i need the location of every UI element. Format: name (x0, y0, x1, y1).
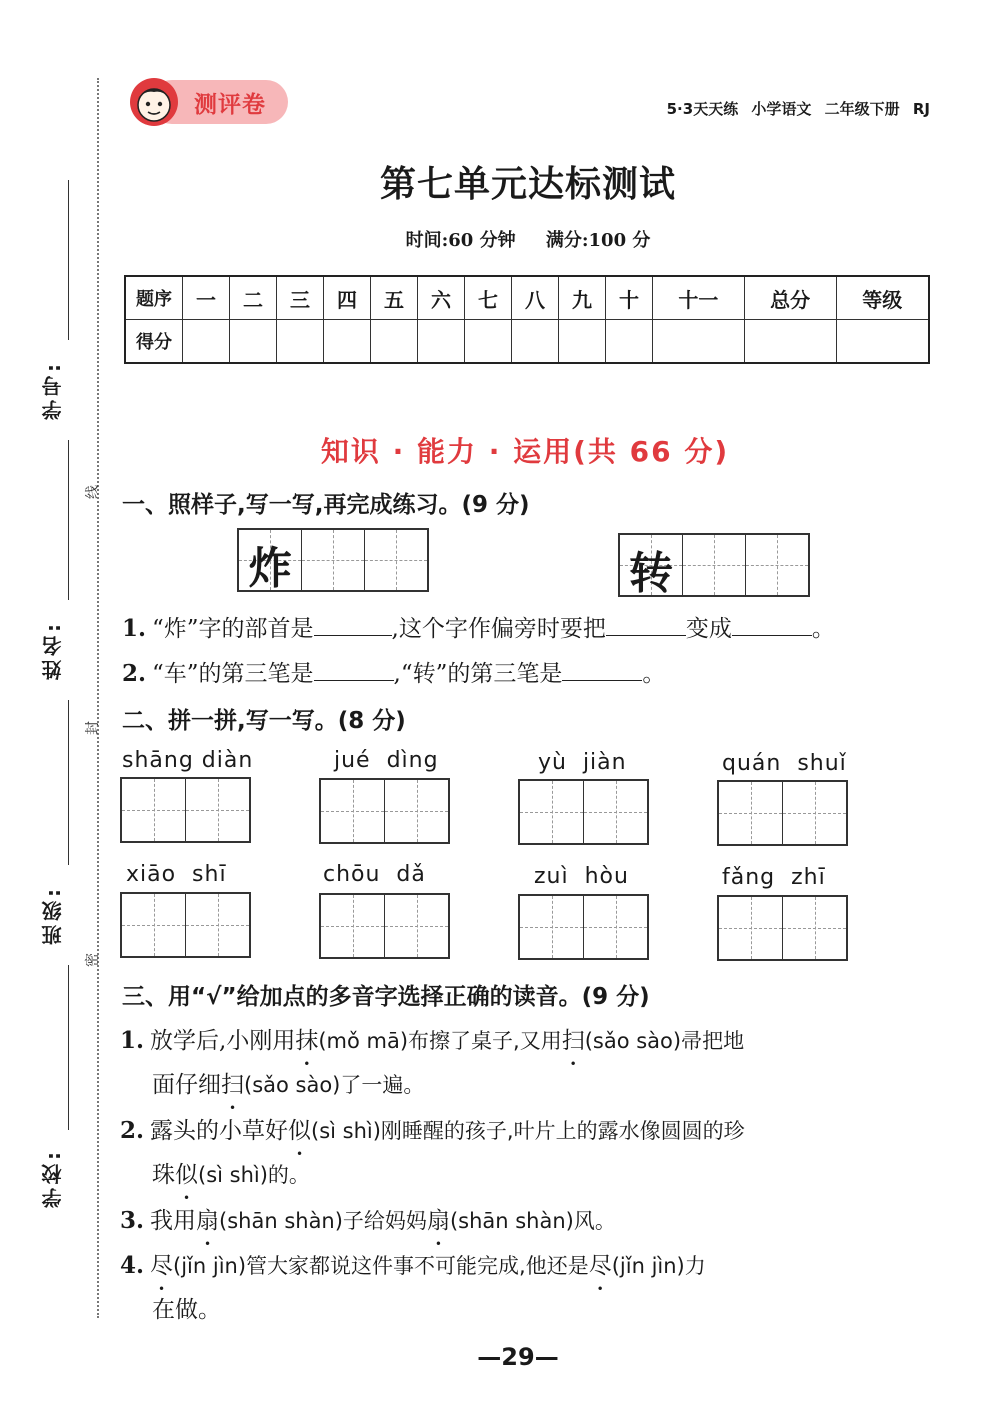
grid-cell[interactable] (583, 781, 647, 843)
score-cell[interactable] (836, 320, 929, 364)
grid-cell[interactable] (782, 897, 846, 959)
answer-blank[interactable] (314, 615, 392, 636)
score-row-label: 得分 (125, 320, 183, 364)
item-number: 1. (120, 1027, 145, 1054)
score-table (124, 275, 930, 364)
q3-heading: 三、用“√”给加点的多音字选择正确的读音。(9 分) (122, 984, 650, 1010)
page-number: —29— (477, 1343, 559, 1371)
grid-cell[interactable] (321, 895, 384, 957)
q3-choice-text[interactable]: (mǒ mā)布擦了桌子,又用 (318, 1029, 562, 1053)
q3-text: 在做。 (152, 1297, 221, 1323)
grid-cell[interactable] (719, 782, 782, 844)
q1-item-2 (122, 655, 665, 688)
grid-cell[interactable] (321, 780, 384, 842)
q1-item-1 (122, 610, 835, 643)
item-number: 2. (122, 660, 147, 687)
q3-text: 珠 (152, 1162, 175, 1188)
q2-heading: 二、拼一拼,写一写。(8 分) (122, 708, 406, 734)
q1-item1-text-d: 。 (811, 616, 835, 642)
q3-choice-text[interactable]: (sì shì)刚睡醒的孩子,叶片上的露水像圆圆的珍 (311, 1119, 745, 1143)
grid-cell[interactable] (520, 781, 583, 843)
q3-choice-text[interactable]: (jǐn jìn)管大家都说这件事不可能完成,他还是 (173, 1254, 589, 1278)
polyphone-char: 似 (288, 1118, 312, 1144)
pinyin-5: xiāo shī (126, 862, 227, 887)
grid-cell[interactable] (301, 530, 364, 590)
pinyin-6: chōu dǎ (323, 862, 426, 887)
time-limit: 时间:60 分钟 (405, 230, 516, 251)
score-table-header-row (125, 276, 929, 320)
score-table-score-row (125, 320, 929, 364)
score-col-total: 总分 (744, 276, 836, 320)
answer-blank[interactable] (562, 660, 642, 681)
q3-text: 露头的小草好 (150, 1118, 289, 1144)
q3-item-4-line-2 (152, 1291, 221, 1324)
score-cell[interactable] (324, 320, 371, 364)
grid-cell[interactable] (185, 894, 249, 956)
score-col-grade: 等级 (836, 276, 929, 320)
q3-choice-text[interactable]: (shān shàn)风。 (449, 1209, 616, 1233)
polyphone-char: 尽 (588, 1253, 612, 1279)
q1-heading: 一、照样子,写一写,再完成练习。(9 分) (122, 492, 530, 518)
example-char-zha: 炸 (248, 543, 292, 594)
score-col-7: 七 (465, 276, 512, 320)
score-col-10: 十 (606, 276, 653, 320)
polyphone-char: 扫 (561, 1028, 585, 1054)
binding-dotted-line (97, 78, 99, 1318)
side-field-school: 学校: (41, 1148, 65, 1208)
score-cell[interactable] (559, 320, 606, 364)
grid-cell[interactable] (520, 896, 583, 958)
badge-label: 测评卷 (194, 92, 266, 118)
grid-cell[interactable] (384, 780, 448, 842)
grid-cell[interactable] (122, 779, 185, 841)
pinyin-8: fǎng zhī (722, 865, 826, 890)
score-cell[interactable] (606, 320, 653, 364)
grid-cell[interactable] (719, 897, 782, 959)
side-line-school[interactable] (68, 965, 69, 1130)
grid-cell[interactable] (682, 535, 745, 595)
score-cell[interactable] (277, 320, 324, 364)
score-col-2: 二 (230, 276, 277, 320)
answer-blank[interactable] (732, 615, 812, 636)
pinyin-1: shāng diàn (122, 748, 254, 773)
score-cell[interactable] (744, 320, 836, 364)
score-cell[interactable] (653, 320, 745, 364)
answer-grid-2 (319, 778, 450, 844)
answer-grid-1 (120, 777, 251, 843)
score-cell[interactable] (512, 320, 559, 364)
score-col-4: 四 (324, 276, 371, 320)
grid-cell[interactable] (782, 782, 846, 844)
score-col-8: 八 (512, 276, 559, 320)
item-number: 1. (122, 615, 147, 642)
q3-choice-text[interactable]: (sǎo sào)了一遍。 (244, 1073, 425, 1097)
grid-cell[interactable] (364, 530, 427, 590)
q3-item-3 (120, 1202, 616, 1235)
score-col-11: 十一 (653, 276, 745, 320)
side-line-class[interactable] (68, 700, 69, 865)
polyphone-char: 扇 (196, 1208, 220, 1234)
polyphone-char: 扇 (426, 1208, 450, 1234)
answer-grid-3 (518, 779, 649, 845)
q3-choice-text[interactable]: (jǐn jìn)力 (611, 1254, 706, 1278)
q3-item-1-line-1 (120, 1022, 744, 1055)
grid-cell[interactable] (583, 896, 647, 958)
answer-grid-8 (717, 895, 848, 961)
binding-word-mi: 密 (85, 953, 101, 967)
q3-text: 放学后,小刚用 (150, 1028, 296, 1054)
cartoon-face-icon (128, 76, 180, 128)
side-field-class: 班级: (41, 885, 65, 945)
q3-item-1-line-2 (152, 1066, 424, 1099)
polyphone-char: 扫 (221, 1072, 244, 1098)
page-title: 第七单元达标测试 (379, 163, 676, 205)
test-meta (0, 226, 1000, 252)
answer-grid-7 (518, 894, 649, 960)
polyphone-char: 似 (175, 1162, 198, 1188)
polyphone-char: 尽 (150, 1253, 174, 1279)
q1-item1-text-c: 变成 (685, 616, 732, 642)
answer-grid-5 (120, 892, 251, 958)
test-badge (128, 76, 288, 128)
answer-grid-6 (319, 893, 450, 959)
score-col-3: 三 (277, 276, 324, 320)
score-cell[interactable] (465, 320, 512, 364)
answer-blank[interactable] (606, 615, 686, 636)
score-col-1: 一 (183, 276, 230, 320)
q3-choice-text[interactable]: (sì shì)的。 (198, 1163, 310, 1187)
q1-item2-text-a: “车”的第三笔是 (152, 661, 314, 687)
score-col-9: 九 (559, 276, 606, 320)
score-cell[interactable] (230, 320, 277, 364)
grid-cell[interactable] (384, 895, 448, 957)
q3-choice-text[interactable]: (shān shàn)子给妈妈 (219, 1209, 427, 1233)
score-table-row-label: 题序 (125, 276, 183, 320)
section-banner: 知识 · 能力 · 运用(共 66 分) (320, 435, 730, 468)
q3-item-4-line-1 (120, 1247, 706, 1280)
binding-word-xian: 线 (85, 485, 101, 499)
score-col-5: 五 (371, 276, 418, 320)
answer-grid-4 (717, 780, 848, 846)
q1-item1-text-a: “炸”字的部首是 (152, 616, 314, 642)
side-field-student-id: 学号: (41, 360, 65, 420)
series-info: 5·3天天练 小学语文 二年级下册 RJ (666, 100, 930, 118)
pinyin-2: jué dìng (334, 748, 439, 773)
side-field-name: 姓名: (41, 620, 65, 680)
item-number: 2. (120, 1117, 145, 1144)
grid-cell (620, 535, 682, 599)
grid-cell[interactable] (745, 535, 808, 595)
binding-word-feng: 封 (85, 721, 101, 735)
score-cell[interactable] (371, 320, 418, 364)
q3-item-2-line-2 (152, 1156, 310, 1189)
grid-cell (239, 530, 301, 594)
example-grid-zhuan (618, 533, 810, 597)
grid-cell[interactable] (185, 779, 249, 841)
q1-item2-text-b: ,“转”的第三笔是 (393, 661, 563, 687)
q3-text: 面仔细 (152, 1072, 221, 1098)
q1-item2-text-c: 。 (642, 661, 666, 687)
example-grid-zha (237, 528, 429, 592)
q1-item1-text-b: ,这个字作偏旁时要把 (391, 616, 606, 642)
item-number: 3. (120, 1207, 145, 1234)
answer-blank[interactable] (314, 660, 394, 681)
item-number: 4. (120, 1252, 145, 1279)
polyphone-char: 抹 (295, 1028, 319, 1054)
q3-text: 我用 (150, 1208, 197, 1234)
q3-item-2-line-1 (120, 1112, 745, 1145)
example-char-zhuan: 转 (629, 548, 673, 599)
pinyin-4: quán shuǐ (722, 751, 847, 776)
pinyin-7: zuì hòu (534, 864, 629, 889)
grid-cell[interactable] (122, 894, 185, 956)
full-score: 满分:100 分 (545, 230, 651, 251)
score-cell[interactable] (183, 320, 230, 364)
score-col-6: 六 (418, 276, 465, 320)
q3-choice-text[interactable]: (sǎo sào)帚把地 (584, 1029, 745, 1053)
pinyin-3: yù jiàn (538, 750, 627, 775)
score-cell[interactable] (418, 320, 465, 364)
